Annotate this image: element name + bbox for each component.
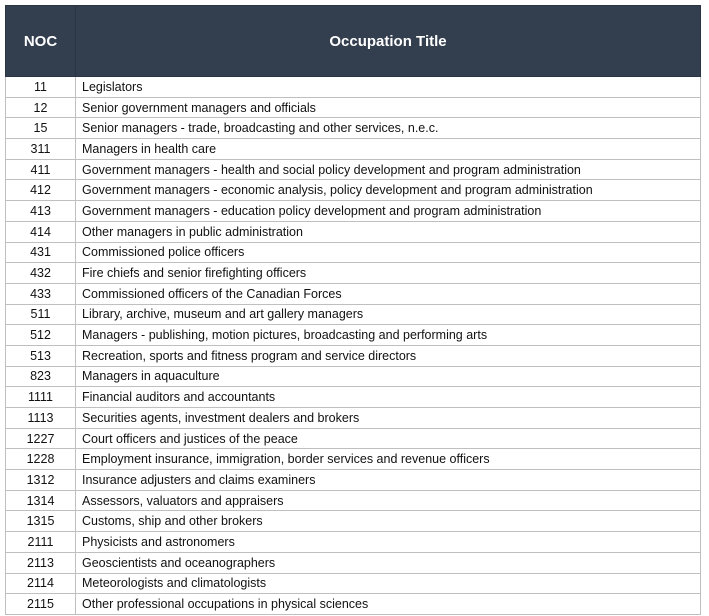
noc-code-cell: 412 [6, 180, 76, 201]
table-row [6, 449, 701, 470]
occupation-title-cell: Government managers - economic analysis, policy development and program administration [76, 180, 701, 201]
table-row [6, 408, 701, 429]
noc-code-cell: 2115 [6, 594, 76, 615]
noc-code-cell: 512 [6, 325, 76, 346]
occupation-title-cell: Managers in health care [76, 139, 701, 160]
table-row [6, 201, 701, 222]
table-row [6, 139, 701, 160]
table-row [6, 428, 701, 449]
noc-column-header: NOC [6, 6, 76, 77]
occupation-title-cell: Insurance adjusters and claims examiners [76, 470, 701, 491]
noc-code-cell: 433 [6, 283, 76, 304]
noc-code-cell: 1315 [6, 511, 76, 532]
table-row [6, 325, 701, 346]
occupation-title-cell: Meteorologists and climatologists [76, 573, 701, 594]
occupation-title-cell: Recreation, sports and fitness program and service directors [76, 345, 701, 366]
occupation-title-cell: Managers - publishing, motion pictures, broadcasting and performing arts [76, 325, 701, 346]
occupation-title-cell: Other professional occupations in physical sciences [76, 594, 701, 615]
noc-code-cell: 1312 [6, 470, 76, 491]
table-row [6, 345, 701, 366]
table-row [6, 263, 701, 284]
header-row [6, 6, 701, 77]
table-row [6, 594, 701, 615]
occupation-table [5, 5, 701, 615]
table-body [6, 77, 701, 615]
occupation-title-cell: Employment insurance, immigration, border services and revenue officers [76, 449, 701, 470]
table-row [6, 180, 701, 201]
noc-code-cell: 1228 [6, 449, 76, 470]
noc-code-cell: 2113 [6, 552, 76, 573]
occupation-title-cell: Commissioned officers of the Canadian Forces [76, 283, 701, 304]
table-row [6, 97, 701, 118]
noc-code-cell: 411 [6, 159, 76, 180]
occupation-title-cell: Government managers - education policy development and program administration [76, 201, 701, 222]
table-row [6, 221, 701, 242]
table-row [6, 532, 701, 553]
noc-code-cell: 2111 [6, 532, 76, 553]
occupation-title-cell: Securities agents, investment dealers and brokers [76, 408, 701, 429]
table-row [6, 552, 701, 573]
occupation-title-cell: Commissioned police officers [76, 242, 701, 263]
occupation-title-cell: Senior government managers and officials [76, 97, 701, 118]
table-row [6, 242, 701, 263]
occupation-title-cell: Managers in aquaculture [76, 366, 701, 387]
noc-code-cell: 511 [6, 304, 76, 325]
occupation-title-cell: Senior managers - trade, broadcasting and other services, n.e.c. [76, 118, 701, 139]
occupation-title-cell: Government managers - health and social policy development and program administration [76, 159, 701, 180]
table-row [6, 77, 701, 98]
occupation-title-cell: Financial auditors and accountants [76, 387, 701, 408]
occupation-title-cell: Customs, ship and other brokers [76, 511, 701, 532]
noc-code-cell: 431 [6, 242, 76, 263]
occupation-title-cell: Library, archive, museum and art gallery managers [76, 304, 701, 325]
noc-code-cell: 432 [6, 263, 76, 284]
noc-code-cell: 1111 [6, 387, 76, 408]
occupation-title-cell: Other managers in public administration [76, 221, 701, 242]
table-row [6, 283, 701, 304]
occupation-title-column-header: Occupation Title [76, 6, 701, 77]
table-row [6, 387, 701, 408]
noc-code-cell: 311 [6, 139, 76, 160]
noc-code-cell: 414 [6, 221, 76, 242]
table-row [6, 470, 701, 491]
noc-code-cell: 11 [6, 77, 76, 98]
noc-code-cell: 513 [6, 345, 76, 366]
noc-code-cell: 12 [6, 97, 76, 118]
table-row [6, 573, 701, 594]
table-row [6, 159, 701, 180]
occupation-title-cell: Physicists and astronomers [76, 532, 701, 553]
occupation-title-cell: Assessors, valuators and appraisers [76, 490, 701, 511]
noc-code-cell: 823 [6, 366, 76, 387]
table-row [6, 304, 701, 325]
table-row [6, 366, 701, 387]
noc-code-cell: 1113 [6, 408, 76, 429]
table-row [6, 118, 701, 139]
occupation-title-cell: Legislators [76, 77, 701, 98]
occupation-title-cell: Court officers and justices of the peace [76, 428, 701, 449]
noc-code-cell: 2114 [6, 573, 76, 594]
table-header [6, 6, 701, 77]
noc-code-cell: 1227 [6, 428, 76, 449]
noc-code-cell: 1314 [6, 490, 76, 511]
table-row [6, 511, 701, 532]
noc-code-cell: 15 [6, 118, 76, 139]
occupation-title-cell: Fire chiefs and senior firefighting officers [76, 263, 701, 284]
table-row [6, 490, 701, 511]
occupation-title-cell: Geoscientists and oceanographers [76, 552, 701, 573]
noc-code-cell: 413 [6, 201, 76, 222]
